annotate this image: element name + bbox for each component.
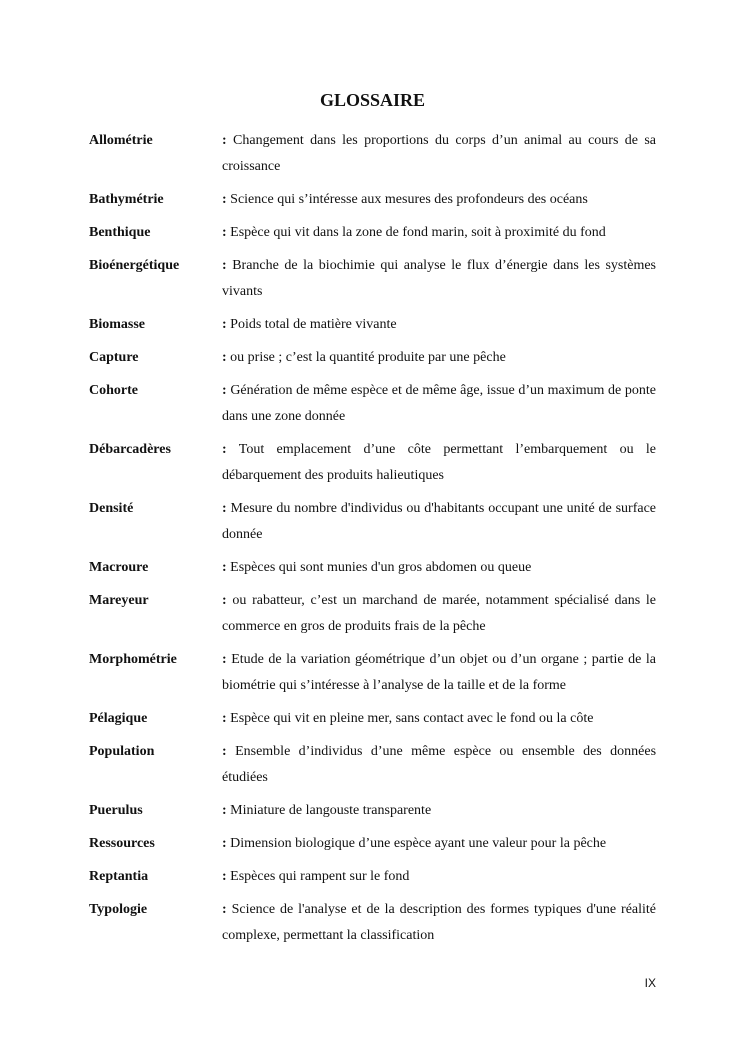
definition-separator: :: [222, 836, 227, 851]
definition-text: Science qui s’intéresse aux mesures des profondeurs des océans: [230, 192, 588, 207]
definition-text: Espèces qui rampent sur le fond: [230, 869, 410, 884]
definition-separator: :: [222, 317, 227, 332]
definition-separator: :: [222, 225, 227, 240]
definition-text: ou prise ; c’est la quantité produite par une pêche: [230, 350, 506, 365]
definition-text: ou rabatteur, c’est un marchand de marée, notamment spécialisé dans le commerce en gros de produits frais de la pêche: [222, 593, 657, 634]
glossary-definition: [222, 253, 656, 305]
glossary-entry: [89, 864, 656, 890]
definition-text: Miniature de langouste transparente: [230, 803, 432, 818]
glossary-entry: [89, 220, 656, 246]
glossary-term: Allométrie: [89, 133, 153, 148]
glossary-term: Pélagique: [89, 711, 148, 726]
definition-text: Espèce qui vit dans la zone de fond marin, soit à proximité du fond: [230, 225, 606, 240]
definition-separator: :: [222, 383, 227, 398]
glossary-definition: [222, 128, 656, 180]
glossary-definition: [222, 496, 656, 548]
definition-text: Ensemble d’individus d’une même espèce ou ensemble des données étudiées: [222, 744, 657, 785]
glossary-definition: [222, 187, 656, 213]
glossary-entry: [89, 345, 656, 371]
glossary-entry: [89, 312, 656, 338]
glossary-entry: [89, 496, 656, 548]
definition-separator: :: [222, 711, 227, 726]
glossary-entry: [89, 378, 656, 430]
glossary-term: Bioénergétique: [89, 258, 180, 273]
definition-separator: :: [222, 442, 227, 457]
definition-separator: :: [222, 652, 227, 667]
glossary-list: [89, 128, 656, 956]
glossary-definition: [222, 864, 656, 890]
glossary-term: Typologie: [89, 902, 148, 917]
definition-text: Dimension biologique d’une espèce ayant une valeur pour la pêche: [230, 836, 607, 851]
glossary-entry: [89, 647, 656, 699]
definition-text: Tout emplacement d’une côte permettant l’embarquement ou le débarquement des produits halieutiques: [222, 442, 656, 483]
glossary-entry: [89, 187, 656, 213]
glossary-entry: [89, 128, 656, 180]
page-number: IX: [644, 976, 656, 990]
glossary-term: Morphométrie: [89, 652, 177, 667]
definition-text: Génération de même espèce et de même âge, issue d’un maximum de ponte dans une zone donnée: [222, 383, 657, 424]
glossary-definition: [222, 312, 656, 338]
glossary-term: Macroure: [89, 560, 149, 575]
glossary-entry: [89, 555, 656, 581]
glossary-entry: [89, 253, 656, 305]
glossary-definition: [222, 706, 656, 732]
glossary-term: Débarcadères: [89, 442, 171, 457]
definition-separator: :: [222, 133, 227, 148]
glossary-definition: [222, 831, 656, 857]
glossary-entry: [89, 798, 656, 824]
definition-separator: :: [222, 803, 227, 818]
definition-text: Mesure du nombre d'individus ou d'habitants occupant une unité de surface donnée: [222, 501, 657, 542]
definition-separator: :: [222, 350, 227, 365]
glossary-entry: [89, 739, 656, 791]
definition-separator: :: [222, 501, 227, 516]
definition-text: Espèces qui sont munies d'un gros abdomen ou queue: [230, 560, 532, 575]
glossary-term: Capture: [89, 350, 139, 365]
definition-text: Poids total de matière vivante: [230, 317, 397, 332]
glossary-term: Cohorte: [89, 383, 138, 398]
glossary-definition: [222, 345, 656, 371]
glossary-entry: [89, 897, 656, 949]
glossary-entry: [89, 706, 656, 732]
glossary-definition: [222, 588, 656, 640]
glossary-term: Reptantia: [89, 869, 149, 884]
glossary-term: Biomasse: [89, 317, 145, 332]
definition-separator: :: [222, 560, 227, 575]
glossary-term: Puerulus: [89, 803, 143, 818]
glossary-term: Densité: [89, 501, 134, 516]
glossary-definition: [222, 897, 656, 949]
glossary-entry: [89, 437, 656, 489]
definition-text: Etude de la variation géométrique d’un objet ou d’un organe ; partie de la biométrie qui s’intéresse à l’analyse de la taille et de la forme: [222, 652, 657, 693]
definition-separator: :: [222, 869, 227, 884]
definition-text: Science de l'analyse et de la description des formes typiques d'une réalité complexe, permettant la classification: [222, 902, 656, 943]
glossary-definition: [222, 647, 656, 699]
glossary-term: Population: [89, 744, 155, 759]
definition-separator: :: [222, 744, 227, 759]
glossary-entry: [89, 831, 656, 857]
definition-separator: :: [222, 258, 227, 273]
glossary-definition: [222, 437, 656, 489]
glossary-entry: [89, 588, 656, 640]
glossary-term: Ressources: [89, 836, 155, 851]
glossary-definition: [222, 378, 656, 430]
definition-text: Espèce qui vit en pleine mer, sans contact avec le fond ou la côte: [230, 711, 594, 726]
glossary-definition: [222, 739, 656, 791]
glossary-definition: [222, 555, 656, 581]
definition-separator: :: [222, 593, 227, 608]
definition-separator: :: [222, 902, 227, 917]
glossary-definition: [222, 220, 656, 246]
glossary-term: Bathymétrie: [89, 192, 164, 207]
definition-text: Branche de la biochimie qui analyse le flux d’énergie dans les systèmes vivants: [222, 258, 657, 299]
definition-text: Changement dans les proportions du corps d’un animal au cours de sa croissance: [222, 133, 656, 174]
definition-separator: :: [222, 192, 227, 207]
glossary-definition: [222, 798, 656, 824]
glossary-term: Benthique: [89, 225, 151, 240]
glossary-term: Mareyeur: [89, 593, 149, 608]
page-title: GLOSSAIRE: [319, 90, 426, 110]
